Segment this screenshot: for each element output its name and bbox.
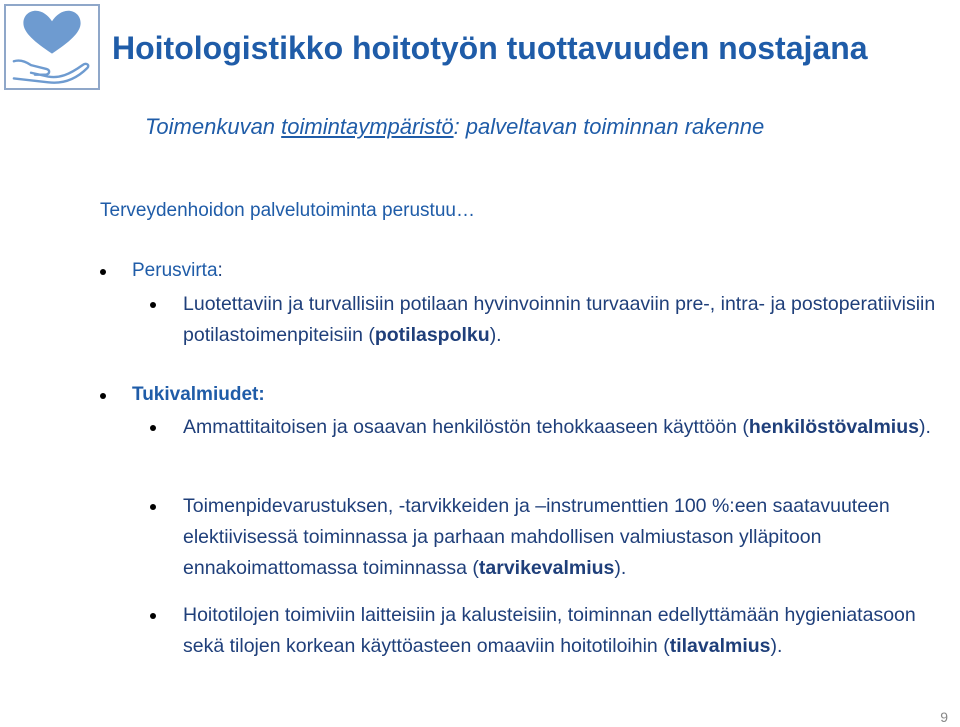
page-title: Hoitologistikko hoitotyön tuottavuuden nostajana [112,30,868,66]
list-item-text: Ammattitaitoisen ja osaavan henkilöstön tehokkaaseen käyttöön ( [183,416,749,438]
bullet-icon [100,393,106,399]
bullet-icon [150,613,156,619]
subtitle-underlined: toimintaympäristö [281,114,454,139]
list-item-suffix: ). [918,416,931,438]
page-number: 9 [940,709,948,725]
list-item-suffix: ). [770,635,783,657]
bullet-icon [150,302,156,308]
bullet-icon [150,504,156,510]
list-item [150,491,940,584]
subtitle-prefix: Toimenkuvan [145,114,282,139]
list-item [150,412,940,443]
list-item [150,600,940,662]
bullet-icon [150,425,156,431]
section-heading-label: Tukivalmiudet: [132,384,265,405]
list-item-bold: tilavalmius [669,635,771,657]
subtitle-suffix: : palveltavan toiminnan rakenne [453,114,765,139]
list-item-bold: potilaspolku [374,324,490,346]
section-heading-label: Perusvirta [132,260,218,281]
list-item [150,289,940,351]
list-item-bold: henkilöstövalmius [748,416,919,438]
section-heading-suffix: : [217,260,223,281]
bullet-icon [100,269,106,275]
list-item-suffix: ). [614,557,627,579]
list-item-text: Luotettaviin ja turvallisiin potilaan hyvinvoinnin turvaaviin pre-, intra- ja postoperatiivisiin potilastoimenpiteisiin ( [183,293,936,346]
list-item-text: Toimenpidevarustuksen, -tarvikkeiden ja –instrumenttien 100 %:een saatavuuteen elektiivisessä toiminnassa ja parhaan mahdollisen valmiustason ylläpitoon ennakoimattomassa toiminnassa ( [183,495,890,579]
list-item-bold: tarvikevalmius [478,557,615,579]
list-item-suffix: ). [489,324,502,346]
list-item-text: Hoitotilojen toimiviin laitteisiin ja kalusteisiin, toiminnan edellyttämään hygieniatasoon sekä tilojen korkean käyttöasteen omaaviin hoitotiloihin ( [183,604,916,657]
intro-text: Terveydenhoidon palvelutoiminta perustuu… [100,200,475,221]
subtitle [145,114,764,140]
heart-in-hand-icon [4,4,100,90]
